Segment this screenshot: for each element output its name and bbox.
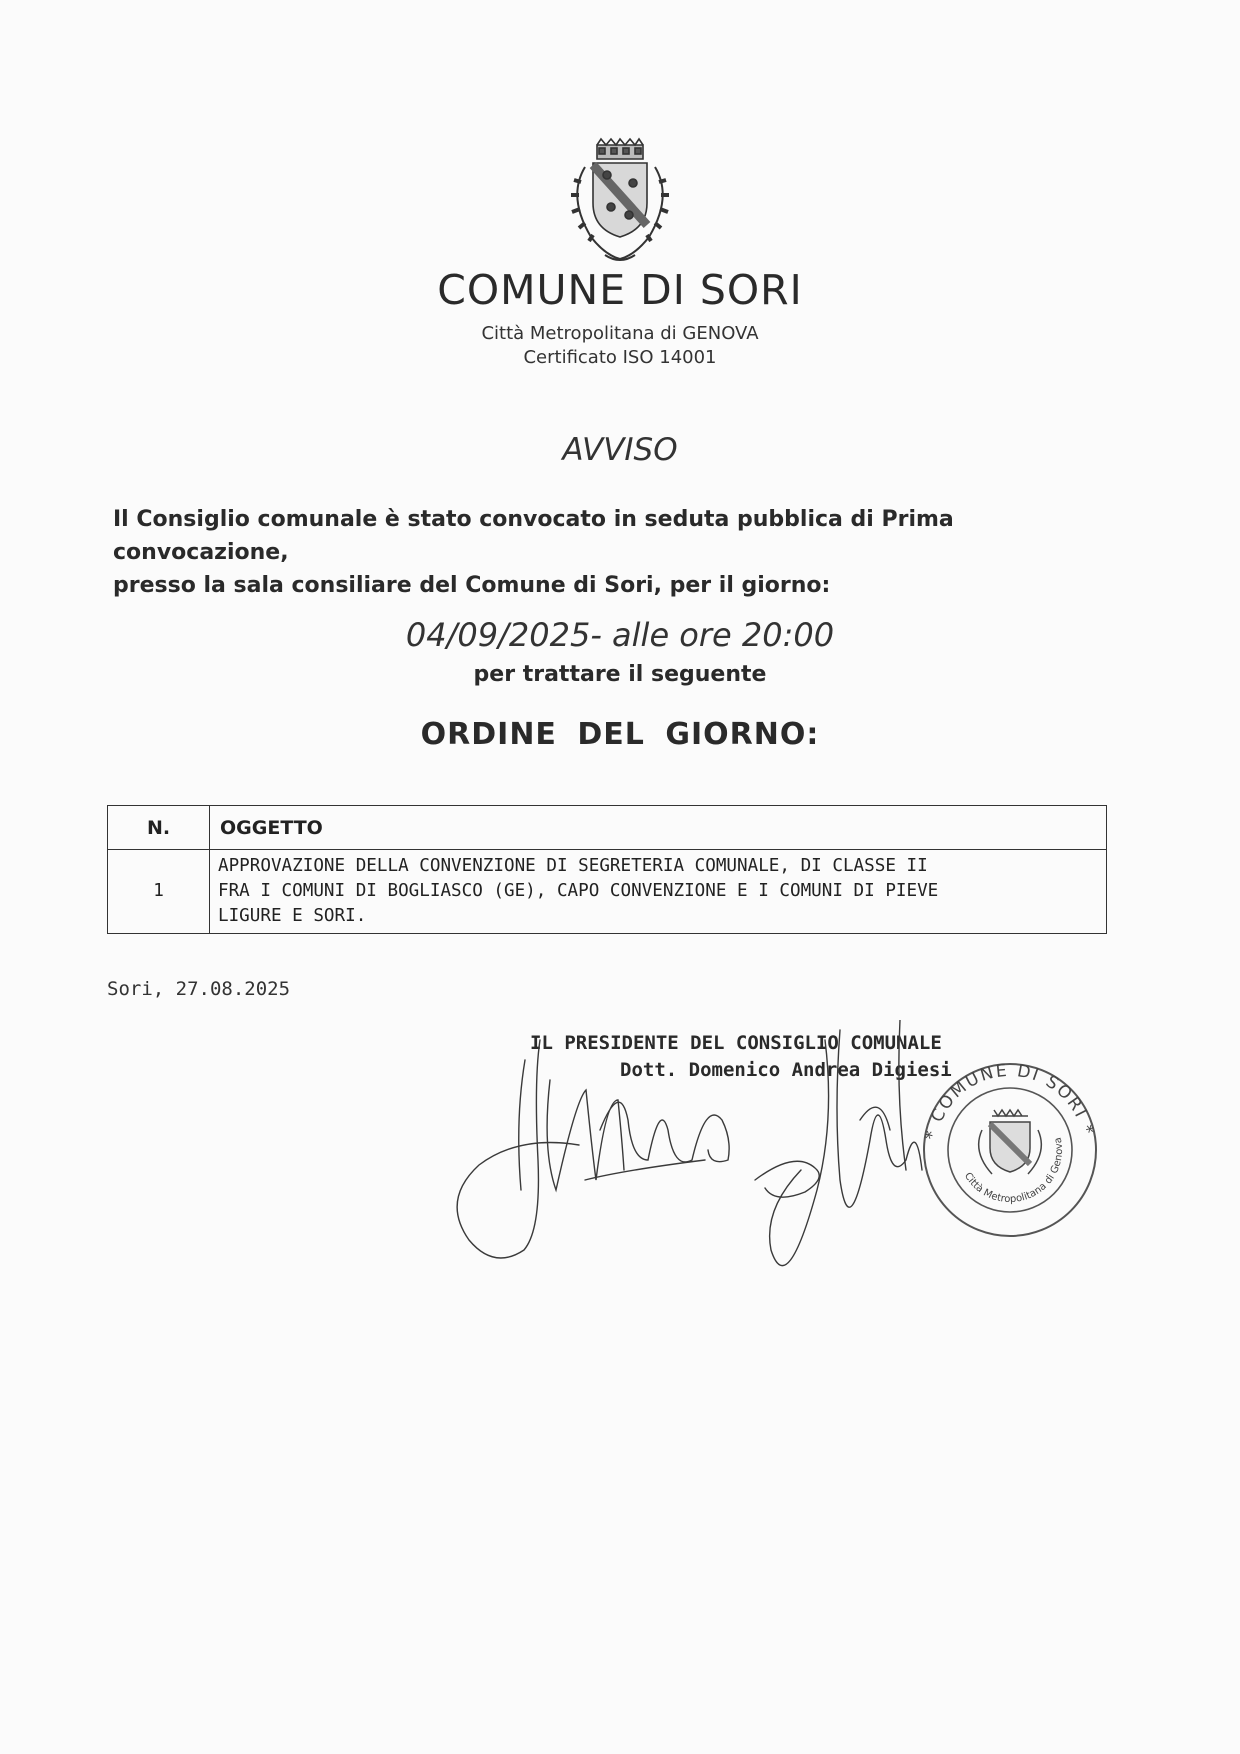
notice-intro-line: presso la sala consiliare del Comune di Sori, per il giorno: [113, 573, 831, 598]
place-date: Sori, 27.08.2025 [107, 978, 291, 1000]
column-header-number: N. [108, 806, 210, 850]
organization-certification: Certificato ISO 14001 [523, 347, 717, 368]
agenda-item-number: 1 [108, 850, 210, 934]
signatory-role: IL PRESIDENTE DEL CONSIGLIO COMUNALE [530, 1032, 942, 1054]
handwritten-signature-icon [430, 1020, 1050, 1310]
notice-intro-line: Il Consiglio comunale è stato convocato in seduta pubblica di Prima convocazione, [113, 507, 954, 565]
agenda-title: ORDINE DEL GIORNO: [420, 717, 820, 752]
organization-name: COMUNE DI SORI [437, 266, 803, 314]
agenda-table [107, 805, 1107, 934]
agenda-item-subject-line: FRA I COMUNI DI BOGLIASCO (GE), CAPO CONVENZIONE E I COMUNI DI PIEVE [218, 881, 939, 901]
notice-intro [113, 503, 1133, 602]
agenda-item-subject [210, 850, 1107, 934]
agenda-item-subject-line: LIGURE E SORI. [218, 906, 367, 926]
municipal-crest-icon [555, 137, 685, 272]
stamp-outer-text: * COMUNE DI SORI * [921, 1060, 1098, 1142]
organization-subtitle: Città Metropolitana di GENOVA [481, 323, 759, 344]
table-header-row [108, 806, 1107, 850]
column-header-subject: OGGETTO [210, 806, 1107, 850]
table-row [108, 850, 1107, 934]
stamp-inner-text: Città Metropolitana di Genova [961, 1136, 1066, 1206]
meeting-date-time: 04/09/2025- alle ore 20:00 [405, 616, 835, 654]
agenda-item-subject-line: APPROVAZIONE DELLA CONVENZIONE DI SEGRETERIA COMUNALE, DI CLASSE II [218, 856, 928, 876]
notice-heading: AVVISO [562, 432, 678, 468]
signatory-name: Dott. Domenico Andrea Digiesi [620, 1059, 952, 1081]
agenda-intro: per trattare il seguente [473, 662, 767, 687]
